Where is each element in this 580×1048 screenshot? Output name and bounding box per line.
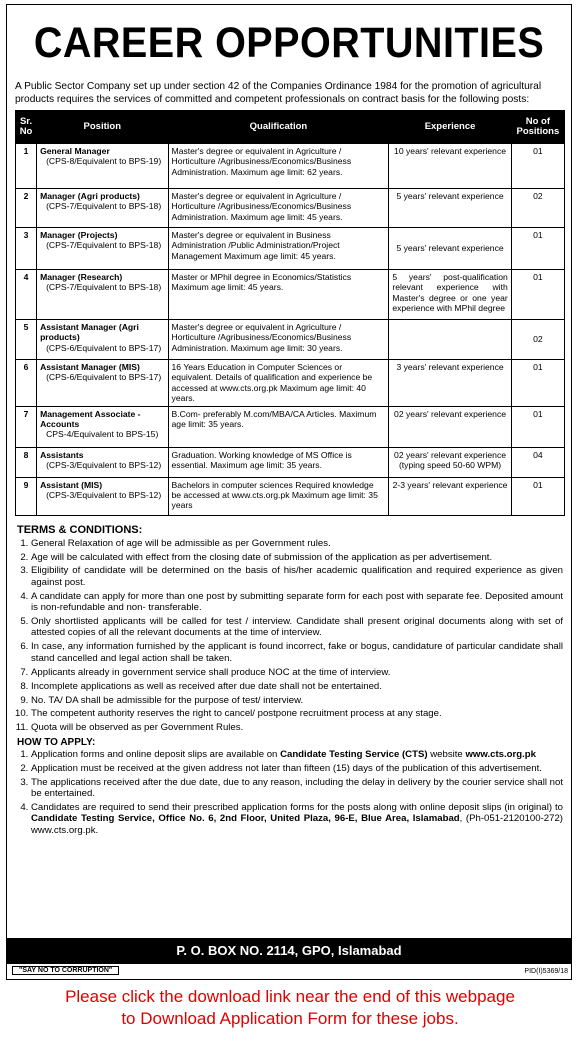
row-position xyxy=(37,406,168,447)
list-item: 8. Incomplete applications as well as received after due date shall not be entertained. xyxy=(31,681,563,692)
posts-table xyxy=(15,110,565,516)
header-qualification: Qualification xyxy=(168,111,389,144)
position-grade: (CPS-7/Equivalent to BPS-18) xyxy=(46,240,162,251)
terms-list xyxy=(7,538,571,734)
row-count: 04 xyxy=(511,447,564,477)
position-name: General Manager xyxy=(40,146,110,156)
list-item: 4. A candidate can apply for more than one post by submitting separate form for each post with separate fee. Deposited amount is non-refundable and non- transferable. xyxy=(31,591,563,614)
row-experience: 02 years' relevant experience xyxy=(389,406,511,447)
position-grade: (CPS-3/Equivalent to BPS-12) xyxy=(46,460,162,471)
row-qualification: Bachelors in computer sciences Required knowledge be accessed at www.cts.org.pk Maximum age limit: 35 years xyxy=(168,477,389,515)
row-qualification: Graduation. Working knowledge of MS Office is essential. Maximum age limit: 35 years. xyxy=(168,447,389,477)
table-row xyxy=(16,447,565,477)
list-item: 3. Eligibility of candidate will be determined on the basis of his/her academic qualification and required experience as given against post. xyxy=(31,565,563,588)
header-sr: Sr. No xyxy=(16,111,37,144)
row-experience: 5 years' post-qualification relevant experience with Master's degree or one year experience with MPhil degree xyxy=(389,270,511,320)
table-row xyxy=(16,406,565,447)
list-item xyxy=(31,802,563,836)
row-experience: 5 years' relevant experience xyxy=(389,228,511,270)
list-item: 11. Quota will be observed as per Government Rules. xyxy=(31,722,563,733)
download-note-line2: to Download Application Form for these jobs. xyxy=(121,1009,459,1028)
row-sr: 7 xyxy=(16,406,37,447)
row-sr: 3 xyxy=(16,228,37,270)
row-sr: 1 xyxy=(16,144,37,189)
howto-text: , (Ph-051-2120100-272) www.cts.org.pk. xyxy=(31,813,563,836)
row-position xyxy=(37,189,168,228)
row-experience: 5 years' relevant experience xyxy=(389,189,511,228)
postal-address-bar: P. O. BOX NO. 2114, GPO, Islamabad xyxy=(6,938,572,964)
row-position xyxy=(37,447,168,477)
table-row xyxy=(16,228,565,270)
advertisement xyxy=(6,4,572,980)
list-item: 6. In case, any information furnished by the applicant is found incorrect, fake or bogus, candidature of particular candidate shall stand cancelled and legal action shall be taken. xyxy=(31,641,563,664)
download-note xyxy=(0,986,580,1030)
position-name: Assistant Manager (MIS) xyxy=(40,362,140,372)
pid-number: PID(I)5369/18 xyxy=(524,968,568,975)
row-qualification: Master's degree or equivalent in Business Administration /Public Administration/Project Management Maximum age limit: 45 years. xyxy=(168,228,389,270)
row-qualification: Master's degree or equivalent in Agriculture / Horticulture /Agribusiness/Economics/Business Administration. Maximum age limit: 45 years. xyxy=(168,189,389,228)
position-name: Manager (Research) xyxy=(40,272,123,282)
table-row xyxy=(16,320,565,360)
row-sr: 6 xyxy=(16,360,37,407)
howto-text: Candidates are required to send their prescribed application forms for the posts along with online deposit slips (in original) to xyxy=(31,801,563,813)
list-item: 10. The competent authority reserves the right to cancel/ postpone recruitment process at any stage. xyxy=(31,708,563,719)
list-item: 3. The applications received after the due date, due to any reason, including the delay in delivery by the courier service shall not be entertained. xyxy=(31,777,563,800)
howto-text: Application forms and online deposit slips are available on xyxy=(31,748,281,760)
position-grade: (CPS-7/Equivalent to BPS-18) xyxy=(46,201,162,212)
position-grade: (CPS-6/Equivalent to BPS-17) xyxy=(46,372,162,383)
row-sr: 4 xyxy=(16,270,37,320)
list-item: 2. Age will be calculated with effect from the closing date of submission of the application as per advertisement. xyxy=(31,552,563,563)
howto-list xyxy=(7,749,571,836)
howto-text: website xyxy=(427,748,466,760)
table-header-row xyxy=(16,111,565,144)
intro-text: A Public Sector Company set up under section 42 of the Companies Ordinance 1984 for the promotion of agricultural products requires the services of committed and competent professionals on contract basis for the following posts: xyxy=(15,81,542,105)
list-item xyxy=(31,749,563,760)
row-count: 01 xyxy=(511,360,564,407)
row-count: 01 xyxy=(511,228,564,270)
position-grade: (CPS-7/Equivalent to BPS-18) xyxy=(46,282,162,293)
list-item: 1. General Relaxation of age will be admissible as per Government rules. xyxy=(31,538,563,549)
row-experience: 10 years' relevant experience xyxy=(389,144,511,189)
row-sr: 8 xyxy=(16,447,37,477)
row-experience: 02 years' relevant experience (typing speed 50-60 WPM) xyxy=(389,447,511,477)
row-count: 02 xyxy=(511,320,564,360)
row-position xyxy=(37,144,168,189)
list-item: 2. Application must be received at the given address not later than fifteen (15) days of the publication of this advertisement. xyxy=(31,763,563,774)
table-row xyxy=(16,270,565,320)
row-qualification: B.Com- preferably M.com/MBA/CA Articles. Maximum age limit: 35 years. xyxy=(168,406,389,447)
cts-website-link[interactable]: www.cts.org.pk xyxy=(465,748,536,760)
row-count: 01 xyxy=(511,477,564,515)
row-qualification: Master's degree or equivalent in Agriculture / Horticulture /Agribusiness/Economics/Business Administration. Maximum age limit: 30 years. xyxy=(168,320,389,360)
cts-address: Candidate Testing Service, Office No. 6, 2nd Floor, United Plaza, 96-E, Blue Area, Islamabad xyxy=(31,813,460,825)
position-grade: (CPS-3/Equivalent to BPS-12) xyxy=(46,490,162,501)
row-sr: 2 xyxy=(16,189,37,228)
row-position xyxy=(37,228,168,270)
header-experience: Experience xyxy=(389,111,511,144)
table-row xyxy=(16,189,565,228)
corruption-slogan: "SAY NO TO CORRUPTION" xyxy=(12,966,119,975)
row-qualification: Master's degree or equivalent in Agriculture / Horticulture /Agribusiness/Economics/Business Administration. Maximum age limit: 62 years. xyxy=(168,144,389,189)
page-title: CAREER OPPORTUNITIES xyxy=(33,19,545,67)
cts-name: Candidate Testing Service (CTS) xyxy=(280,748,428,760)
table-row xyxy=(16,477,565,515)
row-count: 01 xyxy=(511,406,564,447)
position-grade: (CPS-8/Equivalent to BPS-19) xyxy=(46,156,162,167)
row-position xyxy=(37,320,168,360)
list-item: 5. Only shortlisted applicants will be called for test / interview. Candidate shall present original documents along with set of attested copies of all the relevant documents at the time of interview. xyxy=(31,616,563,639)
row-position xyxy=(37,477,168,515)
row-experience: 3 years' relevant experience xyxy=(389,360,511,407)
position-name: Assistants xyxy=(40,449,84,460)
position-name: Assistant Manager (Agri products) xyxy=(40,322,139,343)
position-name: Manager (Agri products) xyxy=(40,191,140,201)
howto-heading: HOW TO APPLY: xyxy=(17,736,96,748)
row-experience xyxy=(389,320,511,360)
row-qualification: Master or MPhil degree in Economics/Statistics Maximum age limit: 45 years. xyxy=(168,270,389,320)
list-item: 7. Applicants already in government service shall produce NOC at the time of interview. xyxy=(31,667,563,678)
row-qualification: 16 Years Education in Computer Sciences or equivalent. Details of qualification and experience be accessed at www.cts.org.pk Maximum age limit: 40 years. xyxy=(168,360,389,407)
row-count: 02 xyxy=(511,189,564,228)
download-note-line1: Please click the download link near the end of this webpage xyxy=(65,987,515,1006)
position-grade: (CPS-6/Equivalent to BPS-17) xyxy=(46,342,162,353)
position-grade: CPS-4/Equivalent to BPS-15) xyxy=(46,429,159,440)
row-position xyxy=(37,360,168,407)
row-sr: 9 xyxy=(16,477,37,515)
position-name: Management Associate - Accounts xyxy=(40,408,141,430)
row-count: 01 xyxy=(511,270,564,320)
row-experience: 2-3 years' relevant experience xyxy=(389,477,511,515)
row-count: 01 xyxy=(511,144,564,189)
position-name: Manager (Projects) xyxy=(40,230,118,240)
header-positions: No of Positions xyxy=(511,111,564,144)
table-row xyxy=(16,360,565,407)
header-position: Position xyxy=(37,111,168,144)
terms-heading: TERMS & CONDITIONS: xyxy=(17,523,143,536)
table-row xyxy=(16,144,565,189)
row-position xyxy=(37,270,168,320)
list-item: 9. No. TA/ DA shall be admissible for the purpose of test/ interview. xyxy=(31,695,563,706)
position-name: Assistant (MIS) xyxy=(40,479,103,490)
row-sr: 5 xyxy=(16,320,37,360)
